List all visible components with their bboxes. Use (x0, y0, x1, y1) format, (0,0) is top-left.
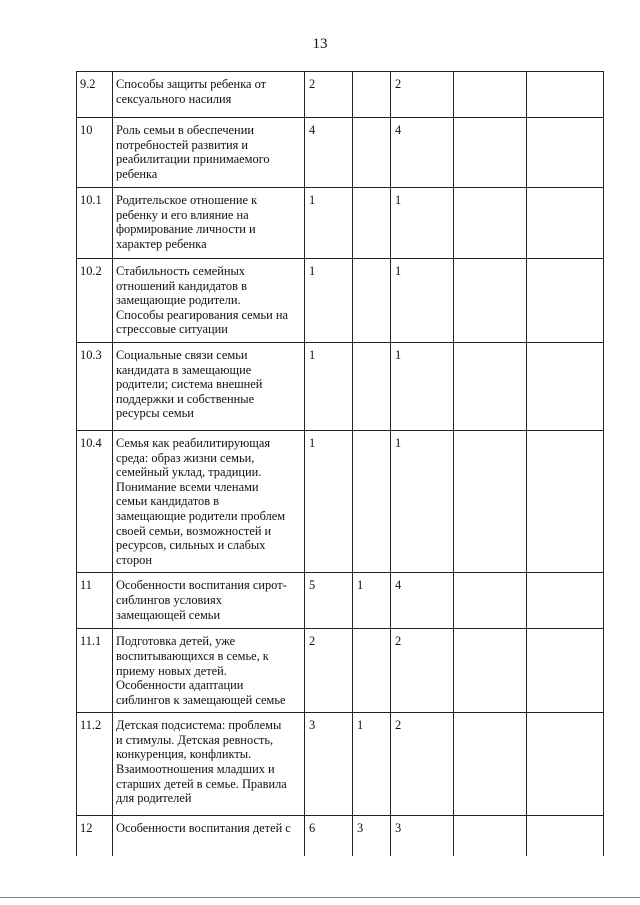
table-row (77, 188, 604, 259)
hours-total: 1 (305, 188, 353, 259)
row-topic: Особенности воспитания детей с (113, 816, 305, 856)
table-row (77, 713, 604, 816)
table-row (77, 118, 604, 188)
hours-theory (353, 118, 391, 188)
row-number: 9.2 (77, 72, 113, 118)
col7-cell (527, 713, 604, 816)
col6-cell (454, 342, 527, 430)
hours-practice: 2 (391, 72, 454, 118)
col6-cell (454, 629, 527, 713)
hours-total: 6 (305, 816, 353, 856)
row-topic: Семья как реабилитирующая среда: образ жизни семьи, семейный уклад, традиции. Понимание всеми членами семьи кандидатов в замещающие родители проблем своей семьи, возможностей и ресурсов, сильных и слабых сторон (113, 430, 305, 572)
curriculum-table (76, 71, 604, 856)
hours-total: 4 (305, 118, 353, 188)
hours-total: 5 (305, 573, 353, 629)
hours-total: 2 (305, 72, 353, 118)
row-topic: Родительское отношение к ребенку и его влияние на формирование личности и характер ребенка (113, 188, 305, 259)
hours-total: 1 (305, 342, 353, 430)
table-row (77, 342, 604, 430)
row-topic: Социальные связи семьи кандидата в замещающие родители; система внешней поддержки и собственные ресурсы семьи (113, 342, 305, 430)
hours-practice: 1 (391, 430, 454, 572)
col7-cell (527, 72, 604, 118)
row-number: 11.1 (77, 629, 113, 713)
col7-cell (527, 118, 604, 188)
col7-cell (527, 629, 604, 713)
hours-total: 3 (305, 713, 353, 816)
col6-cell (454, 713, 527, 816)
row-topic: Детская подсистема: проблемы и стимулы. Детская ревность, конкуренция, конфликты. Взаимоотношения младших и старших детей в семье. Правила для родителей (113, 713, 305, 816)
page-number: 13 (312, 36, 328, 52)
table-row (77, 629, 604, 713)
hours-practice: 1 (391, 188, 454, 259)
row-number: 12 (77, 816, 113, 856)
row-number: 11 (77, 573, 113, 629)
col6-cell (454, 430, 527, 572)
hours-theory: 3 (353, 816, 391, 856)
hours-total: 1 (305, 430, 353, 572)
hours-practice: 1 (391, 342, 454, 430)
row-topic: Особенности воспитания сирот- сиблингов условиях замещающей семьи (113, 573, 305, 629)
hours-practice: 3 (391, 816, 454, 856)
row-number: 10 (77, 118, 113, 188)
col7-cell (527, 816, 604, 856)
page-bottom-edge (0, 897, 640, 898)
hours-theory (353, 72, 391, 118)
col6-cell (454, 816, 527, 856)
hours-theory (353, 188, 391, 259)
hours-practice: 4 (391, 573, 454, 629)
table-row (77, 259, 604, 343)
col7-cell (527, 259, 604, 343)
col7-cell (527, 342, 604, 430)
col6-cell (454, 188, 527, 259)
hours-practice: 4 (391, 118, 454, 188)
hours-theory (353, 259, 391, 343)
hours-theory (353, 342, 391, 430)
col6-cell (454, 259, 527, 343)
hours-theory: 1 (353, 573, 391, 629)
row-topic: Стабильность семейных отношений кандидатов в замещающие родители. Способы реагирования семьи на стрессовые ситуации (113, 259, 305, 343)
table-row (77, 430, 604, 572)
row-number: 10.1 (77, 188, 113, 259)
row-number: 10.2 (77, 259, 113, 343)
hours-practice: 2 (391, 629, 454, 713)
table-row (77, 72, 604, 118)
row-number: 10.4 (77, 430, 113, 572)
col7-cell (527, 430, 604, 572)
row-topic: Способы защиты ребенка от сексуального насилия (113, 72, 305, 118)
col6-cell (454, 72, 527, 118)
hours-theory: 1 (353, 713, 391, 816)
hours-practice: 2 (391, 713, 454, 816)
table-body (77, 72, 604, 856)
row-topic: Роль семьи в обеспечении потребностей развития и реабилитации принимаемого ребенка (113, 118, 305, 188)
col6-cell (454, 573, 527, 629)
table-row (77, 573, 604, 629)
hours-theory (353, 629, 391, 713)
col7-cell (527, 188, 604, 259)
hours-theory (353, 430, 391, 572)
table-row (77, 816, 604, 856)
row-number: 11.2 (77, 713, 113, 816)
hours-practice: 1 (391, 259, 454, 343)
row-topic: Подготовка детей, уже воспитывающихся в семье, к приему новых детей. Особенности адаптации сиблингов к замещающей семье (113, 629, 305, 713)
row-number: 10.3 (77, 342, 113, 430)
col7-cell (527, 573, 604, 629)
hours-total: 1 (305, 259, 353, 343)
hours-total: 2 (305, 629, 353, 713)
col6-cell (454, 118, 527, 188)
